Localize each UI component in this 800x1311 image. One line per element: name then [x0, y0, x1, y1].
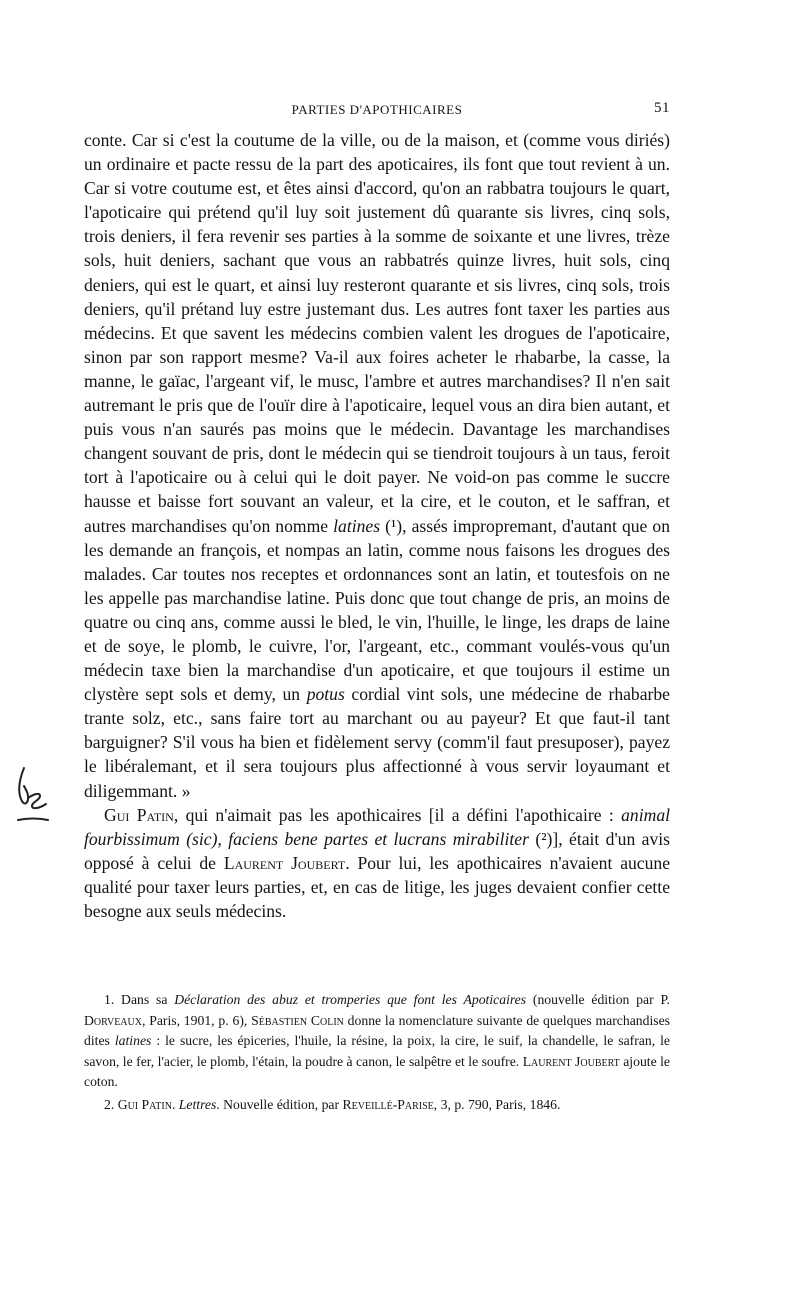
text-run: ajoute le coton. — [84, 1053, 671, 1090]
text-run: conte. Car si c'est la coutume de la ville, ou de la maison, et (comme vous diriés) un ordinaire et pacte ressu de la part des apoticaires, ils font que tout revient à un. Car si votre coutume est, et êtes ainsi d'accord, qu'on an rabbatra toujours le quart, l'apoticaire qui prétend qu'il luy soit justement dû quarante sis livres, cinq sols, trois deniers, il fera revenir ses parties à la somme de soixante et une livres, trèze sols, huit deniers, sachant que vous an rabbatrés quinze livres, huit sols, cinq deniers, qui est le quart, et ainsi luy resteront quarante et sis livres, cinq sols, trois deniers, qu'il prétand luy estre justemant dus. Les autres font taxer les parties aus médecins. Et que savent les médecins combien valent les drogues de l'apoticaire, sinon par son rapport mesme? Va-il aux foires acheter le rhabarbe, la casse, la manne, le gaïac, l'argeant vif, le musc, l'ambre et autres marchandises? Il n'en sait autremant le pris que de l'ouïr dire à l'apoticaire, lequel vous an dira bien autant, et puis vous n'an saurés pas moins que le médecin. Davantage les marchandises changent souvant de pris, dont le médecin qui se tiendroit toujours à un taus, feroit tort à l'apoticaire ou à celui qui le doit payer. Ne void-on pas comme le succre hausse et baisse fort souvant an valeur, et la cire, et le couton, et le saffran, et autres marchandises qu'on nomme — [84, 130, 670, 536]
author-name: Gui Patin — [117, 1096, 172, 1112]
italic-term: latines — [114, 1033, 152, 1049]
body-text — [84, 128, 670, 923]
book-title: Déclaration des abuz et tromperies que font les Apoticaires — [174, 992, 527, 1007]
text-run: . — [171, 1096, 179, 1112]
author-name: Laurent Joubert — [522, 1053, 620, 1069]
footnote-number: 1. — [104, 992, 115, 1007]
latin-quote: animal fourbissimum (sic), faciens bene partes et lucrans mirabiliter — [84, 804, 670, 849]
text-run: : le sucre, les épiceries, l'huile, la résine, la poix, la cire, le suif, la chandelle, le safran, le savon, le fer, l'acier, le plomb, l'étain, la poudre à canon, le salpêtre et le soufre. — [84, 1033, 670, 1069]
text-run: , 3, p. 790, Paris, 1846. — [433, 1096, 561, 1112]
paragraph-quotation — [84, 128, 670, 803]
italic-term: potus — [306, 684, 345, 705]
author-name: Laurent Joubert — [223, 852, 346, 873]
footnote-ref-2: (²) — [528, 828, 553, 849]
text-run: ], était d'un avis opposé à celui de — [84, 828, 670, 873]
paragraph-commentary — [84, 803, 670, 923]
footnotes — [84, 990, 670, 1116]
handwritten-margin-correction — [14, 760, 64, 830]
text-run: (nouvelle édition par P. — [526, 992, 670, 1007]
text-run: cordial vint sols, une médecine de rhabarbe trante solz, etc., sans faire tort au marchant ou au payeur? Et que faut-il tant barguigner? S'il vous ha bien et fidèlement servy (comm'il faut presuposer), payez le libéralemant, et il sera toujours plus affectionné à vous servir loyaumant et diligemmant. » — [84, 684, 670, 801]
page-number: 51 — [654, 100, 670, 116]
text-run: Dans sa — [114, 992, 175, 1007]
text-run: . Nouvelle édition, par — [216, 1096, 343, 1112]
footnote-2 — [84, 1095, 670, 1116]
text-run: donne la nomenclature suivante de quelques marchandises dites — [84, 1012, 670, 1049]
author-name: Reveillé-Parise — [342, 1096, 434, 1112]
footnote-number: 2. — [104, 1096, 115, 1112]
footnote-ref-1: (¹) — [380, 515, 403, 536]
text-run: , qui n'aimait pas les apothicaires [il a défini l'apothicaire : — [173, 804, 622, 825]
running-title: PARTIES D'APOTHICAIRES — [291, 102, 463, 117]
author-name: Gui Patin — [104, 804, 174, 825]
page-header — [84, 100, 670, 122]
footnote-1 — [84, 990, 670, 1093]
text-run: , Paris, 1901, p. 6), — [141, 1012, 252, 1028]
italic-term: latines — [333, 515, 381, 536]
book-title: Lettres — [178, 1096, 217, 1112]
author-name: Dorveaux — [84, 1012, 142, 1028]
author-name: Sébastien Colin — [251, 1012, 344, 1028]
text-run: , assés impropremant, d'autant que on les demande an françois, et nompas an latin, comme nous faisons les drogues des malades. Car toutes nos receptes et ordonnances sont an latin, et toutesfois on ne les appelle pas marchandise latine. Puis donc que tout change de pris, an moins de quatre ou cinq ans, comme aussi le bled, le vin, l'huille, le linge, les draps de laine et de soye, le plomb, le cuivre, l'or, l'argeant, etc., commant voulés-vous qu'un médecin taxe bien la marchandise d'un apoticaire, et que toujours il estime un clystère sept sols et demy, un — [84, 515, 670, 705]
text-run: . Pour lui, les apothicaires n'avaient aucune qualité pour taxer leurs parties, et, en cas de litige, les juges devaient confier cette besogne aux seuls médecins. — [84, 852, 671, 921]
